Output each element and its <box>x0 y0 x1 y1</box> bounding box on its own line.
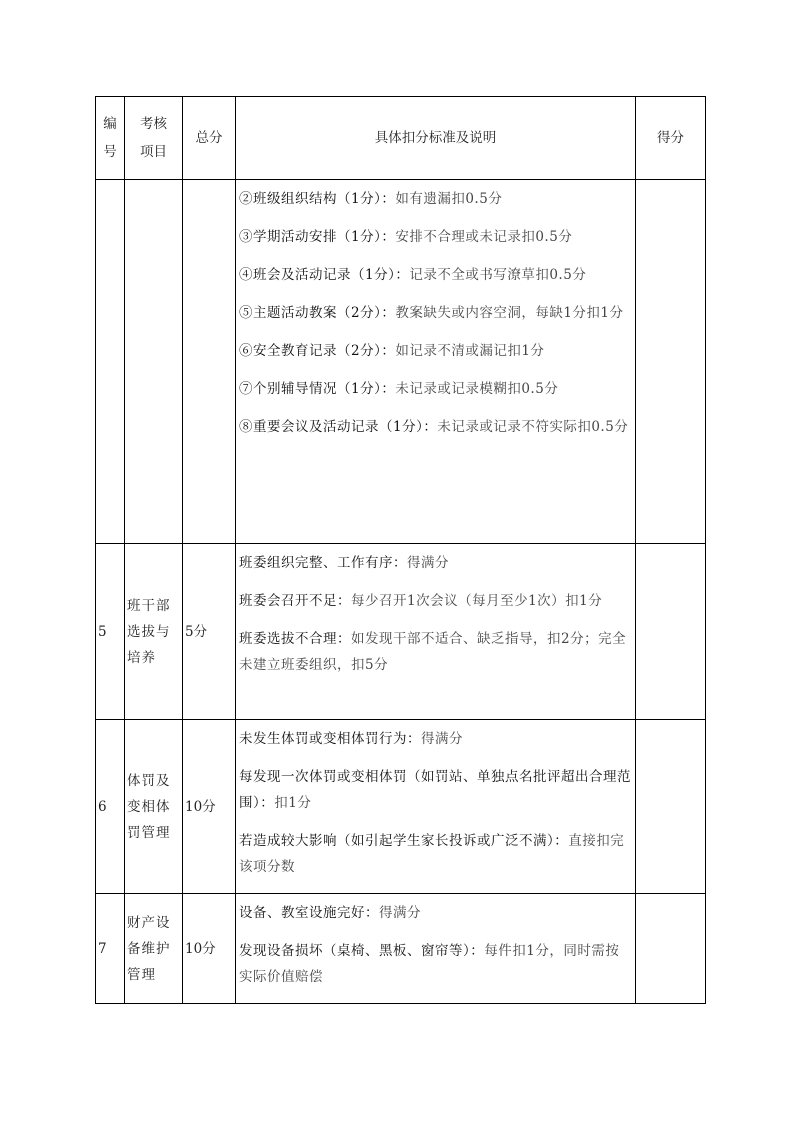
table-row <box>96 180 706 544</box>
header-item-bottom: 项目 <box>140 144 167 160</box>
header-number: 编号 <box>96 97 125 180</box>
header-total: 总分 <box>183 97 236 180</box>
criterion-line: 设备、教室设施完好：得满分 <box>239 905 421 921</box>
header-description: 具体扣分标准及说明 <box>236 97 636 180</box>
row-score <box>636 180 706 544</box>
row-description <box>236 180 636 544</box>
row-number <box>96 180 125 544</box>
criterion-line: ⑧重要会议及活动记录（1分）：未记录或记录不符实际扣0.5分 <box>239 419 629 435</box>
row-description <box>236 894 636 1004</box>
header-row <box>96 97 706 180</box>
criterion-line: ⑤主题活动教案（2分）：教案缺失或内容空洞，每缺1分扣1分 <box>239 305 624 321</box>
criterion-line: 班委组织完整、工作有序：得满分 <box>239 555 449 571</box>
criterion-line: ③学期活动安排（1分）：安排不合理或未记录扣0.5分 <box>239 229 573 245</box>
criterion-line: 班委会召开不足：每少召开1次会议（每月至少1次）扣1分 <box>239 593 603 609</box>
row-item: 班干部选拔与培养 <box>125 544 183 720</box>
row-total: 10分 <box>183 720 236 894</box>
row-score <box>636 544 706 720</box>
criterion-line: ⑥安全教育记录（2分）：如记录不清或漏记扣1分 <box>239 343 545 359</box>
row-total <box>183 180 236 544</box>
row-item <box>125 180 183 544</box>
row-score <box>636 720 706 894</box>
header-score: 得分 <box>636 97 706 180</box>
row-description <box>236 544 636 720</box>
criterion-line: ④班会及活动记录（1分）：记录不全或书写潦草扣0.5分 <box>239 267 587 283</box>
row-item: 体罚及变相体罚管理 <box>125 720 183 894</box>
row-score <box>636 894 706 1004</box>
row-description <box>236 720 636 894</box>
table-row <box>96 544 706 720</box>
criterion-line: ②班级组织结构（1分）：如有遗漏扣0.5分 <box>239 191 503 207</box>
row-number: 6 <box>96 720 125 894</box>
criterion-line: 未发生体罚或变相体罚行为：得满分 <box>239 731 463 747</box>
criterion-line: 若造成较大影响（如引起学生家长投诉或广泛不满）：直接扣完该项分数 <box>239 833 625 875</box>
header-item-top: 考核 <box>140 116 167 132</box>
row-total: 5分 <box>183 544 236 720</box>
header-item <box>125 97 183 180</box>
table-row <box>96 720 706 894</box>
criterion-line: 发现设备损坏（桌椅、黑板、窗帘等）：每件扣1分，同时需按实际价值赔偿 <box>239 943 620 985</box>
criterion-line: 每发现一次体罚或变相体罚（如罚站、单独点名批评超出合理范围）：扣1分 <box>239 769 631 811</box>
row-number: 5 <box>96 544 125 720</box>
evaluation-table <box>95 96 706 1004</box>
row-item: 财产设备维护管理 <box>125 894 183 1004</box>
table-row <box>96 894 706 1004</box>
criterion-line: ⑦个别辅导情况（1分）：未记录或记录模糊扣0.5分 <box>239 381 559 397</box>
row-number: 7 <box>96 894 125 1004</box>
row-total: 10分 <box>183 894 236 1004</box>
criterion-line: 班委选拔不合理：如发现干部不适合、缺乏指导，扣2分；完全未建立班委组织，扣5分 <box>239 631 627 673</box>
